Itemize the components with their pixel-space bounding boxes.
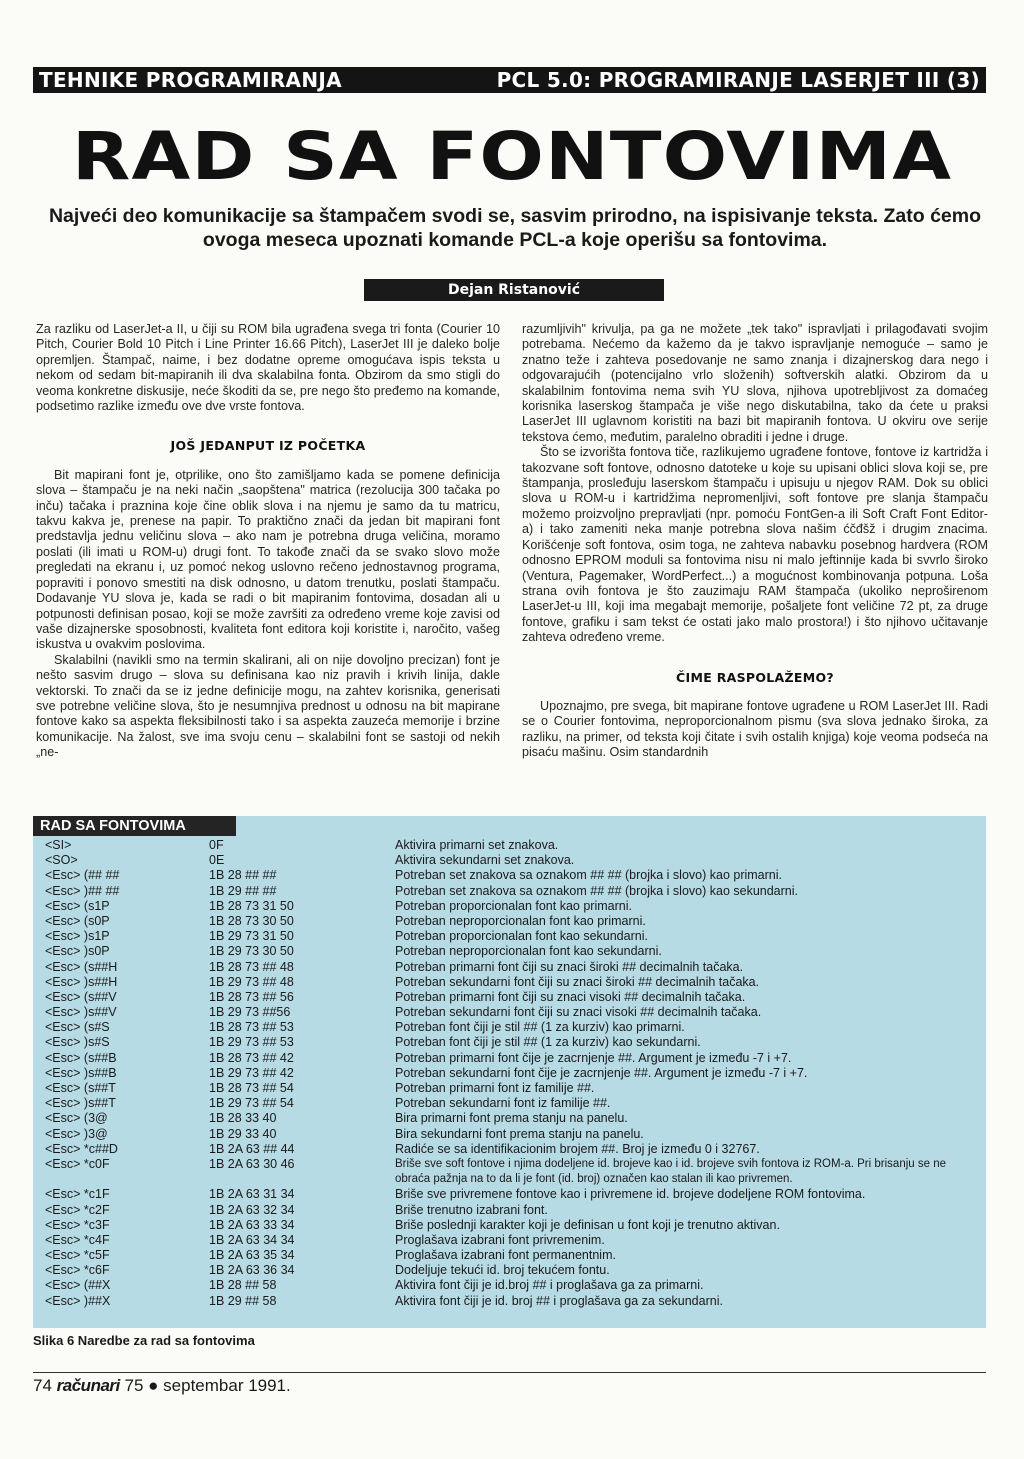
table-row (33, 838, 986, 853)
table-row (33, 853, 986, 868)
hex-code: 1B 28 73 30 50 (209, 913, 294, 928)
subheading: ČIME RASPOLAŽEMO? (676, 669, 834, 685)
table-row (33, 1111, 986, 1126)
paragraph: Što se izvorišta fontova tiče, razlikujemo ugrađene fontove, fontove iz kartridža i takozvane soft fontove, odnosno datoteke u koje su upisani oblici slova koji se, pre štampanja, prosleđuju laserskom štampaču i upisuju u njegov RAM. Dok su oblici slova u ROM-u i kartridžima nepromenljivi, soft fontove pre slanja štampaču možemo proizvoljno prepravljati (npr. pomoću FontGen-a ili Soft Craft Font Editor-a) i tako zameniti neka manje potrebna slova našim ćčđšž i drugim znacima. Korišćenje soft fontova, osim toga, ne zahteva nabavku posebnog hardvera (ROM odnosno EPROM moduli sa fontovima nisu ni malo jeftinnije kada bi svvrlo široko (Ventura, Pagemaker, WordPerfect...) a mogućnost kombinovanja potpuna. Loša strana ovih fontova je što zauzimaju RAM štampača (ukoliko neproširenom LaserJet-u III, koji ima megabajt memorije, pošaljete font veličine 72 pt, za druge fontove, grafiku i sam tekst će ostati jako malo prostora!) i što njihovo učitavanje zahteva određeno vreme. (522, 445, 988, 645)
command-description: Potreban neproporcionalan font kao sekundarni. (395, 944, 662, 959)
hex-code: 1B 29 73 ##56 (209, 1005, 291, 1020)
table-row (33, 1035, 986, 1050)
command-table (33, 838, 986, 1309)
text-column-right (522, 322, 988, 761)
paragraph: Za razliku od LaserJet-a II, u čiji su ROM bila ugrađena svega tri fonta (Courier 10 Pitch, Courier Bold 10 Pitch i Line Printer 16.66 Pitch), LaserJet III je daleko bolje opremljen. Štampač, naime, i bez dodatne opreme omogućava ispis teksta u nekom od sedam bit-mapiranih ili dva skalabilna fonta. Obzirom da smo stigli do veoma konkretne diskusije, neće škoditi da se, pre nego što pređemo na komande, podsetimo razlike između ove dve vrste fontova. (36, 322, 500, 414)
command-description: Potreban sekundarni font čiji su znaci široki ## decimalnih tačaka. (395, 974, 760, 989)
command-code: <Esc> *c3F (45, 1217, 110, 1232)
footer-rule (33, 1372, 986, 1373)
hex-code: 1B 28 ## ## (209, 868, 277, 883)
command-description: Potreban sekundarni font iz familije ##. (395, 1096, 611, 1111)
command-description: Potreban font čiji je stil ## (1 za kurziv) kao sekundarni. (395, 1035, 701, 1050)
command-code: <Esc> (s##B (45, 1050, 117, 1065)
paragraph: razumljivih" krivulja, pa ga ne možete „tek tako" ispravljati i prilagođavati svojim potrebama. Nećemo da kažemo da je takvo ispravljanje nemoguće – samo je znatno teže i zahteva posedovanje ne samo znanja i dizajnerskog dara nego i odgovarajućih (potencijalno vrlo složenih) softverskih alatki. Obzirom da u skalabilnim fontovima nema svih YU slova, njihova upotrebljivost za domaćeg korisnika laserskog štampača je više nego diskutabilna, tako da ćete u praksi LaserJet III uglavnom koristiti na bazi bit mapiranih fontova. U okviru ove serije tekstova ćemo, međutim, paralelno obraditi i jedne i druge. (522, 322, 988, 444)
command-code: <Esc> (3@ (45, 1111, 108, 1126)
command-code: <Esc> (s0P (45, 913, 110, 928)
command-code: <Esc> *c0F (45, 1156, 110, 1171)
command-code: <Esc> )s##T (45, 1096, 116, 1111)
command-code: <Esc> )s##H (45, 974, 118, 989)
table-row (33, 1294, 986, 1309)
table-row (33, 929, 986, 944)
command-description: Potreban neproporcionalan font kao primarni. (395, 913, 646, 928)
table-row (33, 1066, 986, 1081)
table-row (33, 975, 986, 990)
hex-code: 1B 2A 63 ## 44 (209, 1141, 295, 1156)
command-description: Briše sve privremene fontove kao i privremene id. brojeve dodeljene ROM fontovima. (395, 1187, 866, 1202)
command-description: Potreban primarni font iz familije ##. (395, 1081, 595, 1095)
author-byline: Dejan Ristanović (364, 279, 664, 301)
table-row (33, 899, 986, 914)
hex-code: 0F (209, 838, 224, 852)
table-row (33, 1278, 986, 1293)
command-code: <SI> (45, 838, 72, 852)
hex-code: 1B 28 ## 58 (209, 1278, 277, 1293)
table-row (33, 1142, 986, 1157)
command-code: <Esc> (s##H (45, 959, 118, 974)
page-footer (33, 1376, 291, 1396)
hex-code: 1B 28 33 40 (209, 1111, 277, 1126)
hex-code: 1B 28 73 ## 56 (209, 989, 294, 1004)
hex-code: 1B 2A 63 35 34 (209, 1248, 295, 1263)
command-description: Aktivira font čiji je id.broj ## i proglašava ga za primarni. (395, 1278, 704, 1293)
command-description: Radiće se sa identifikacionim brojem ##. Broj je između 0 i 32767. (395, 1141, 760, 1156)
table-row (33, 1020, 986, 1035)
table-row (33, 1233, 986, 1248)
table-row (33, 914, 986, 929)
hex-code: 1B 29 73 ## 54 (209, 1096, 294, 1111)
command-description: Potreban primarni font čiji su znaci široki ## decimalnih tačaka. (395, 959, 744, 974)
hex-code: 1B 2A 63 31 34 (209, 1187, 295, 1202)
hex-code: 1B 29 33 40 (209, 1126, 277, 1141)
hex-code: 1B 28 73 ## 48 (209, 959, 294, 974)
issue-date: septembar 1991. (163, 1376, 291, 1395)
command-code: <Esc> *c4F (45, 1232, 110, 1247)
hex-code: 1B 2A 63 36 34 (209, 1263, 295, 1278)
hex-code: 1B 29 ## ## (209, 883, 277, 898)
issue-number: 75 (124, 1376, 144, 1395)
table-row (33, 990, 986, 1005)
hex-code: 1B 2A 63 30 46 (209, 1156, 295, 1171)
command-code: <Esc> )s##B (45, 1065, 117, 1080)
command-code: <Esc> *c2F (45, 1202, 110, 1217)
table-row (33, 1127, 986, 1142)
command-description: Bira sekundarni font prema stanju na panelu. (395, 1126, 644, 1141)
table-row (33, 944, 986, 959)
command-description: Aktivira font čiji je id. broj ## i proglašava ga za sekundarni. (395, 1293, 723, 1308)
command-code: <Esc> )3@ (45, 1126, 108, 1141)
command-code: <Esc> (s##V (45, 989, 117, 1004)
command-description: Potreban primarni font čije je zacrnjenje ##. Argument je između -7 i +7. (395, 1050, 792, 1065)
article-title: RAD SA FONTOVIMA (71, 118, 953, 195)
hex-code: 1B 2A 63 32 34 (209, 1202, 295, 1217)
command-description: Proglašava izabrani font permanentnim. (395, 1248, 616, 1263)
hex-code: 1B 2A 63 33 34 (209, 1217, 295, 1232)
command-description: Potreban primarni font čiji su znaci visoki ## decimalnih tačaka. (395, 989, 746, 1004)
hex-code: 1B 29 73 ## 53 (209, 1035, 294, 1050)
command-code: <Esc> *c##D (45, 1141, 118, 1156)
command-code: <Esc> *c1F (45, 1187, 110, 1202)
command-description: Aktivira sekundarni set znakova. (395, 853, 575, 868)
command-description: Potreban font čiji je stil ## (1 za kurziv) kao primarni. (395, 1020, 685, 1035)
command-code: <Esc> )s0P (45, 944, 110, 959)
table-row (33, 1187, 986, 1202)
command-description: Potreban sekundarni font čije je zacrnjenje ##. Argument je između -7 i +7. (395, 1065, 808, 1080)
paragraph: Bit mapirani font je, otprilike, ono što zamišljamo kada se pomene definicija slova – štampaču je na neki način „saopštena" matrica (rezolucija 300 tačaka po inču) tačaka i praznina koje čine oblik slova i na njemu je samo da tu matricu, takvu kakva je, prenese na papir. To praktično znači da jedan bit mapirani font predstavlja jednu veličinu slova – ako nam je potrebna druga veličina, moramo poslati (ili imati u ROM-u) drugi font. To takođe znači da se svako slovo može pregledati na ekranu i, uz pomoć nekog uslovno rečeno jednostavnog programa, popraviti i ponovo smestiti na disk odnosno, u datom trenutku, poslati štampaču. Dodavanje YU slova je, kada se radi o bit mapiranim fontovima, dosadan ali u potpunosti definisan posao, koji se može završiti za određeno vreme koje zavisi od vaše dizajnerske sposobnosti, kvaliteta font editora koji koristite i, naročito, vašeg iskustva u ovakvim poslovima. (36, 467, 500, 652)
command-code: <SO> (45, 853, 78, 868)
hex-code: 1B 28 73 ## 42 (209, 1050, 294, 1065)
series-title: PCL 5.0: PROGRAMIRANJE LASERJET III (3) (496, 68, 980, 92)
hex-code: 1B 29 73 ## 48 (209, 974, 294, 989)
table-row (33, 1096, 986, 1111)
command-code: <Esc> )s1P (45, 929, 110, 944)
table-row (33, 1218, 986, 1233)
hex-code: 1B 28 73 31 50 (209, 898, 294, 913)
section-header-band (33, 67, 986, 93)
command-description: Briše poslednji karakter koji je definisan u font koji je trenutno aktivan. (395, 1217, 780, 1232)
table-row (33, 1203, 986, 1218)
command-description: Briše trenutno izabrani font. (395, 1202, 548, 1217)
hex-code: 1B 29 73 31 50 (209, 929, 294, 944)
text-column-left (36, 322, 500, 761)
hex-code: 1B 2A 63 34 34 (209, 1232, 295, 1247)
table-row (33, 1081, 986, 1096)
page-number: 74 (33, 1376, 52, 1395)
command-code: <Esc> )##X (45, 1293, 111, 1308)
table-row (33, 1005, 986, 1020)
command-description: Potreban set znakova sa oznakom ## ## (brojka i slovo) kao primarni. (395, 868, 782, 883)
table-row (33, 1263, 986, 1278)
command-code: <Esc> )## ## (45, 883, 120, 898)
hex-code: 1B 29 ## 58 (209, 1293, 277, 1308)
table-row (33, 960, 986, 975)
hex-code: 1B 28 73 ## 53 (209, 1020, 294, 1035)
subheading: JOŠ JEDANPUT IZ POČETKA (170, 438, 366, 454)
command-code: <Esc> (s#S (45, 1020, 110, 1035)
command-description: Dodeljuje tekući id. broj tekućem fontu. (395, 1263, 610, 1278)
hex-code: 0E (209, 853, 225, 868)
command-description: Potreban proporcionalan font kao primarni. (395, 898, 632, 913)
magazine-name: računari (56, 1376, 120, 1395)
paragraph: Upoznajmo, pre svega, bit mapirane fontove ugrađene u ROM LaserJet III. Radi se o Courier fontovima, neproporcionalnom pismu (sva slova jednako široka, za razliku, na primer, od teksta koji čitate i svih ostalih knjiga) koje veoma podseća na pisaću mašinu. Osim standardnih (522, 698, 988, 760)
command-description: Proglašava izabrani font privremenim. (395, 1232, 605, 1247)
table-row (33, 1157, 986, 1187)
table-row (33, 884, 986, 899)
section-label: TEHNIKE PROGRAMIRANJA (39, 68, 342, 92)
command-description: Potreban sekundarni font čiji su znaci visoki ## decimalnih tačaka. (395, 1005, 762, 1020)
command-code: <Esc> (## ## (45, 868, 120, 883)
table-title: RAD SA FONTOVIMA (33, 816, 236, 836)
command-description: Aktivira primarni set znakova. (395, 838, 559, 852)
command-code: <Esc> )s##V (45, 1005, 117, 1020)
command-description: Briše sve soft fontove i njima dodeljene id. brojeve kao i id. brojeve svih fontova iz ROM-a. Pri brisanju se ne obraća pažnja na to da li je font (id. broj) označen kao stalan ili kao privremen. (395, 1157, 946, 1186)
paragraph: Skalabilni (navikli smo na termin skalirani, ali on nije dovoljno precizan) font je nešto sasvim drugo – slova su definisana kao niz pravih i krivih linija, dakle vektorski. To znači da se iz jedne definicije mogu, na zahtev korisnika, generisati sve potrebne veličine slova, što je nesumnjiva prednost u odnosu na bit mapirane fontove kako sa aspekta fleksibilnosti tako i sa aspekta zauzeća memorije i brzine komunikacije. Na žalost, sve ima svoju cenu – skalabilni font se sastoji od nekih „ne- (36, 652, 500, 760)
command-code: <Esc> *c5F (45, 1248, 110, 1263)
hex-code: 1B 28 73 ## 54 (209, 1081, 294, 1095)
command-code: <Esc> (s##T (45, 1081, 116, 1095)
command-code: <Esc> (##X (45, 1278, 111, 1293)
figure-caption: Slika 6 Naredbe za rad sa fontovima (33, 1333, 255, 1348)
hex-code: 1B 29 73 ## 42 (209, 1065, 294, 1080)
command-description: Potreban proporcionalan font kao sekundarni. (395, 929, 648, 944)
command-code: <Esc> *c6F (45, 1263, 110, 1278)
hex-code: 1B 29 73 30 50 (209, 944, 294, 959)
command-table-box (33, 816, 986, 1328)
table-row (33, 868, 986, 883)
article-lead: Najveći deo komunikacije sa štampačem svodi se, sasvim prirodno, na ispisivanje teksta. Zato ćemo ovoga meseca upoznati komande PCL-a koje operišu sa fontovima. (48, 205, 982, 251)
command-code: <Esc> (s1P (45, 898, 110, 913)
bullet: ● (148, 1376, 159, 1395)
command-code: <Esc> )s#S (45, 1035, 110, 1050)
table-row (33, 1248, 986, 1263)
table-row (33, 1051, 986, 1066)
command-description: Potreban set znakova sa oznakom ## ## (brojka i slovo) kao sekundarni. (395, 883, 799, 898)
command-description: Bira primarni font prema stanju na panelu. (395, 1111, 628, 1126)
